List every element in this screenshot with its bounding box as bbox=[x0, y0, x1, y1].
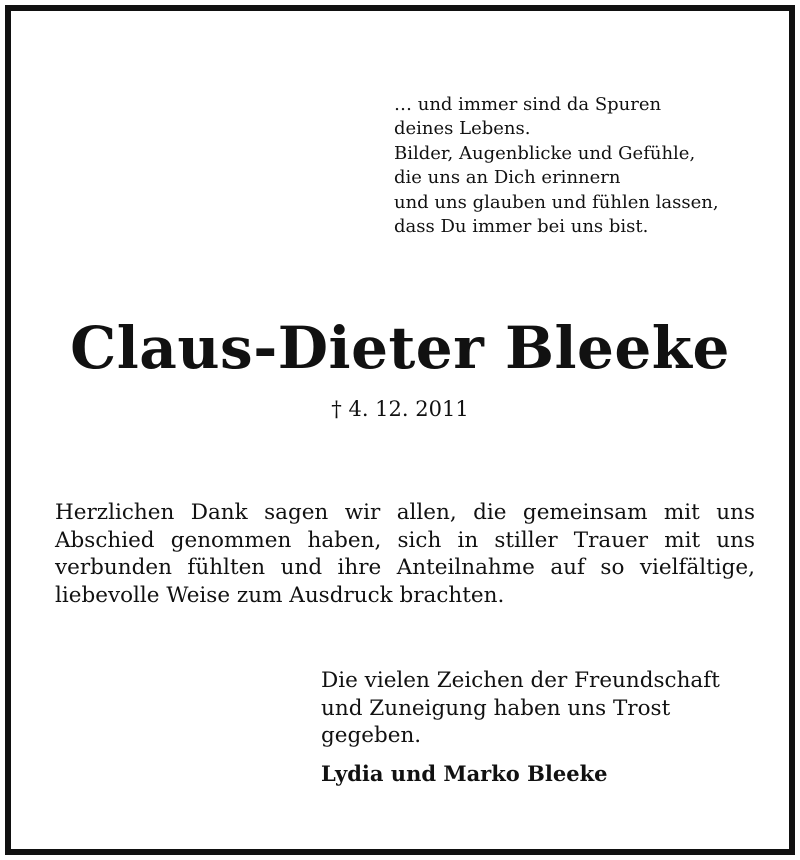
deceased-name: Claus-Dieter Bleeke bbox=[70, 314, 730, 382]
closing-line: und Zuneigung haben uns Trost bbox=[321, 695, 671, 721]
poem-line: Bilder, Augenblicke und Gefühle, bbox=[394, 142, 696, 164]
obituary-notice bbox=[5, 5, 795, 855]
thanks-paragraph bbox=[55, 499, 755, 609]
signature: Lydia und Marko Bleeke bbox=[321, 761, 608, 786]
poem-line: die uns an Dich erinnern bbox=[394, 167, 621, 189]
thanks-line: Herzlichen Dank sagen wir allen, die gemeinsam mit uns bbox=[55, 500, 755, 525]
poem-line: und uns glauben und fühlen lassen, bbox=[394, 191, 719, 213]
thanks-line: verbunden fühlten und ihre Anteilnahme auf so vielfältige, bbox=[55, 555, 755, 581]
death-date: † 4. 12. 2011 bbox=[331, 397, 469, 421]
closing-line: gegeben. bbox=[321, 723, 422, 749]
poem-line: deines Lebens. bbox=[394, 118, 531, 140]
closing-paragraph bbox=[321, 667, 761, 750]
thanks-line: Abschied genommen haben, sich in stiller Trauer mit uns bbox=[55, 527, 755, 553]
memorial-poem bbox=[394, 93, 754, 239]
thanks-line: liebevolle Weise zum Ausdruck brachten. bbox=[55, 582, 505, 608]
poem-line: dass Du immer bei uns bist. bbox=[394, 216, 649, 238]
poem-line: … und immer sind da Spuren bbox=[394, 94, 662, 115]
closing-line: Die vielen Zeichen der Freundschaft bbox=[321, 668, 720, 693]
